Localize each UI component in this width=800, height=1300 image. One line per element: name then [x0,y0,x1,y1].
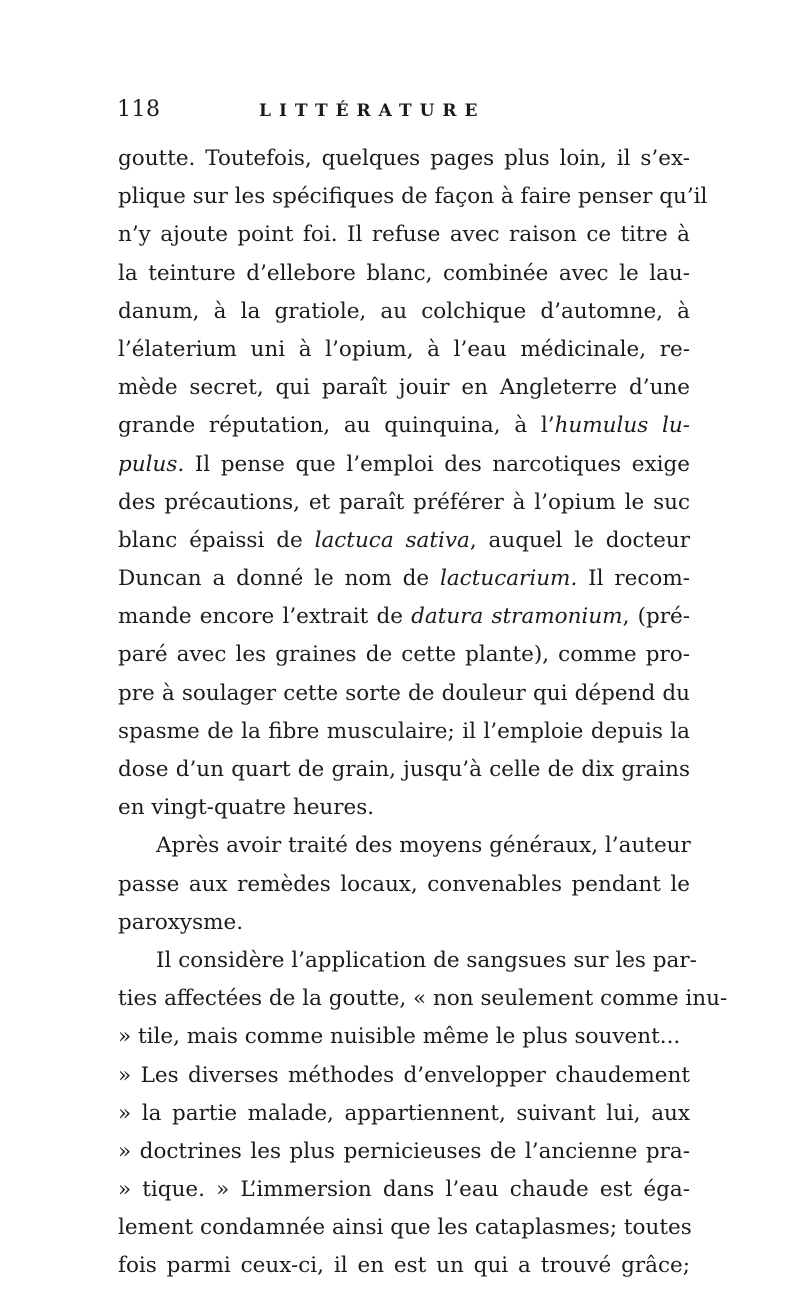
text-segment: paroxysme. [118,909,244,935]
italic-text: humulus lu- [554,413,690,439]
text-line [118,255,690,293]
text-segment: l’élaterium uni à l’opium, à l’eau médicinale, re- [118,336,690,362]
text-segment: dose d’un quart de grain, jusqu’à celle de dix grains [118,757,690,782]
text-segment: Il considère l’application de sangsues sur les par- [156,947,697,973]
text-line [118,675,690,713]
text-segment: paré avec les graines de cette plante), comme pro- [118,642,690,668]
text-line [118,904,690,942]
text-segment: » tile, mais comme nuisible même le plus souvent... [118,1024,681,1050]
text-line [118,216,690,254]
text-line [118,713,690,751]
text-segment: pre à soulager cette sorte de douleur qui dépend du [118,680,690,706]
text-line [118,560,690,598]
text-segment: » Les diverses méthodes d’envelopper chaudement [118,1062,690,1088]
text-line [118,140,690,178]
text-line [118,598,690,636]
text-line [118,407,690,445]
italic-text: lactucarium. [439,566,578,592]
text-line [118,980,728,1018]
text-line [118,293,690,331]
text-line [118,522,690,560]
text-segment: passe aux remèdes locaux, convenables pendant le [118,871,690,897]
text-line [118,827,690,865]
italic-text: datura stramonium [411,604,623,630]
running-head [117,97,687,137]
text-segment: mande encore l’extrait de [118,604,412,630]
text-segment: lement condamnée ainsi que les cataplasmes; toutes [118,1215,692,1241]
text-line [118,331,690,369]
text-line [118,1095,690,1133]
text-segment: danum, à la gratiole, au colchique d’automne, à [118,298,690,324]
text-line [118,1247,690,1285]
text-segment: grande réputation, au quinquina, à l’ [118,413,555,439]
text-line [118,1209,690,1247]
italic-text: lactuca sativa [314,527,470,553]
body-text [118,140,728,1286]
text-segment: mède secret, qui paraît jouir en Angleterre d’une [118,375,690,401]
text-segment: Après avoir traité des moyens généraux, l’auteur [156,833,691,859]
page-number: 118 [117,97,161,122]
section-title: LITTÉRATURE [259,101,486,121]
text-segment: en vingt-quatre heures. [118,795,375,821]
text-segment: blanc épaissi de [118,527,315,553]
text-segment: Il pense que l’emploi des narcotiques exige [184,451,690,477]
text-segment: » doctrines les plus pernicieuses de l’ancienne pra- [118,1138,690,1164]
text-line [118,1133,690,1171]
text-segment: des précautions, et paraît préférer à l’opium le suc [118,489,690,515]
text-line [118,369,690,407]
text-segment: , (pré- [622,604,690,630]
text-segment: ties affectées de la goutte, « non seulement comme inu- [118,986,728,1012]
text-segment: fois parmi ceux-ci, il en est un qui a trouvé grâce; [118,1253,690,1279]
text-segment: plique sur les spécifiques de façon à faire penser qu’il [118,184,708,210]
text-segment: n’y ajoute point foi. Il refuse avec raison ce titre à [118,222,690,248]
text-line [118,1171,690,1209]
text-segment: » tique. » L’immersion dans l’eau chaude est éga- [118,1177,690,1203]
text-segment: Duncan a donné le nom de [118,566,440,592]
text-segment: » la partie malade, appartiennent, suivant lui, aux [118,1100,690,1126]
text-segment: , auquel le docteur [469,527,690,553]
text-line [118,178,708,216]
text-line [118,1057,690,1095]
text-line [118,789,690,827]
text-segment: goutte. Toutefois, quelques pages plus loin, il s’ex- [118,146,690,171]
text-line [118,446,690,484]
text-line [118,1018,690,1056]
text-line [118,942,697,980]
text-segment: Il recom- [577,566,690,592]
text-line [118,751,690,789]
italic-text: pulus. [118,451,185,477]
text-segment: spasme de la fibre musculaire; il l’emploie depuis la [118,718,690,744]
text-line [118,636,690,674]
text-segment: la teinture d’ellebore blanc, combinée avec le lau- [118,260,690,286]
text-line [118,484,690,522]
text-line [118,866,690,904]
